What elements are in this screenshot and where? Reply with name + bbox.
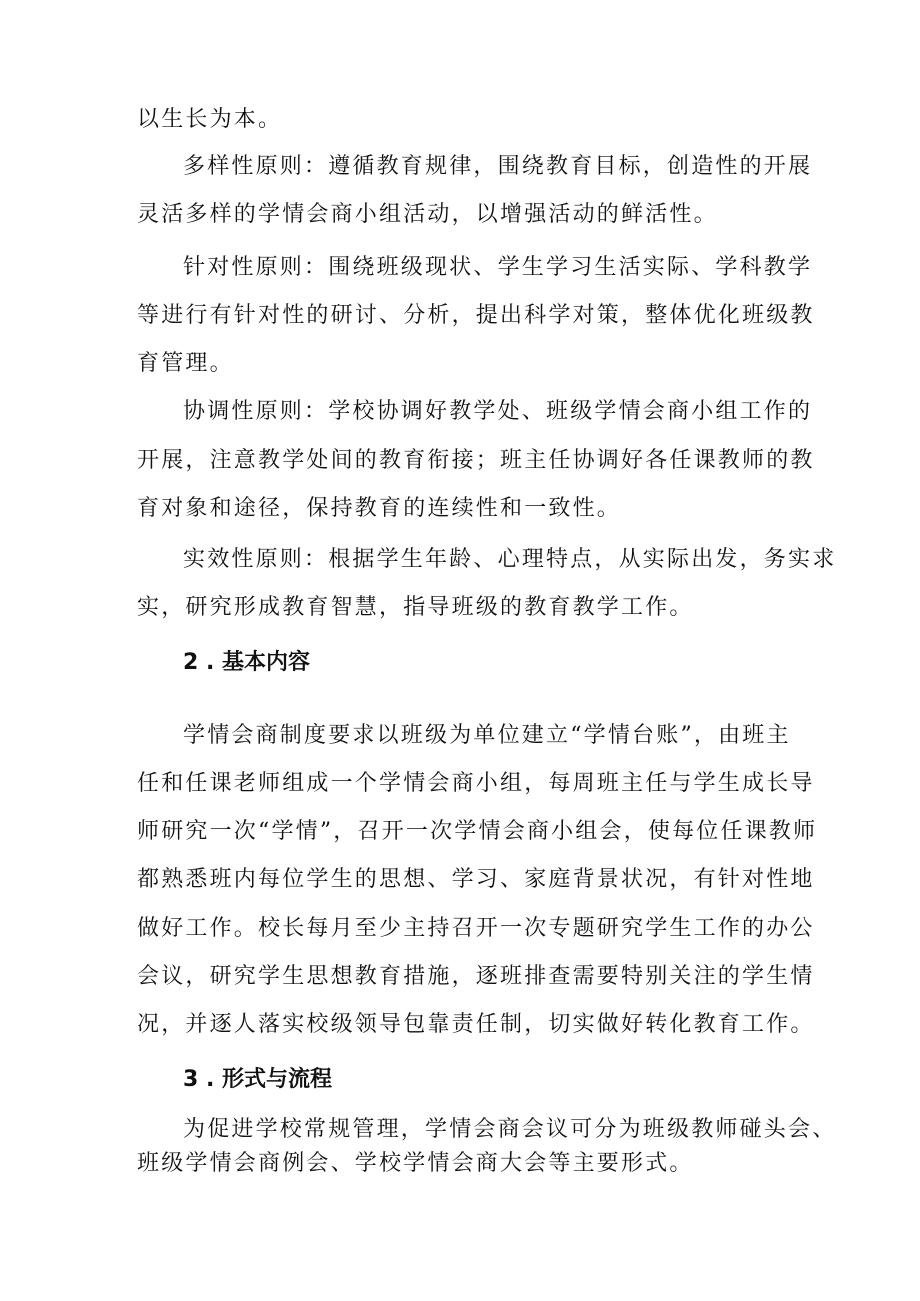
paragraph-line: 都熟悉班内每位学生的思想、学习、家庭背景状况，有针对性地	[137, 867, 815, 892]
paragraph-line: 班级学情会商例会、学校学情会商大会等主要形式。	[137, 1151, 694, 1176]
section-heading-2: 2 . 基本内容	[183, 650, 310, 675]
paragraph-line: 以生长为本。	[137, 107, 283, 132]
paragraph-line: 实，研究形成教育智慧，指导班级的教育教学工作。	[137, 595, 694, 620]
paragraph-line: 灵活多样的学情会商小组活动，以增强活动的鲜活性。	[137, 202, 718, 227]
paragraph-line: 师研究一次“学情”，召开一次学情会商小组会，使每位任课教师	[137, 819, 818, 844]
paragraph-line: 多样性原则：遵循教育规律，围绕教育目标，创造性的开展	[183, 154, 813, 179]
paragraph-line: 等进行有针对性的研讨、分析，提出科学对策，整体优化班级教	[137, 303, 815, 328]
paragraph-line: 会议，研究学生思想教育措施，逐班排查需要特别关注的学生情	[137, 964, 815, 989]
paragraph-line: 学情会商制度要求以班级为单位建立“学情台账”，由班主	[183, 723, 791, 748]
paragraph-line: 育管理。	[137, 351, 234, 376]
paragraph-line: 做好工作。校长每月至少主持召开一次专题研究学生工作的办公	[137, 916, 815, 941]
paragraph-line: 协调性原则：学校协调好教学处、班级学情会商小组工作的	[183, 399, 813, 424]
paragraph-line: 任和任课老师组成一个学情会商小组，每周班主任与学生成长导	[137, 771, 815, 796]
section-heading-3: 3 . 形式与流程	[183, 1067, 332, 1092]
paragraph-line: 为促进学校常规管理，学情会商会议可分为班级教师碰头会、	[183, 1117, 837, 1142]
paragraph-line: 况，并逐人落实校级领导包靠责任制，切实做好转化教育工作。	[137, 1012, 815, 1037]
paragraph-line: 开展，注意教学处间的教育衔接；班主任协调好各任课教师的教	[137, 448, 815, 473]
paragraph-line: 实效性原则：根据学生年龄、心理特点，从实际出发，务实求	[183, 547, 837, 572]
paragraph-line: 针对性原则：围绕班级现状、学生学习生活实际、学科教学	[183, 255, 813, 280]
paragraph-line: 育对象和途径，保持教育的连续性和一致性。	[137, 496, 622, 521]
